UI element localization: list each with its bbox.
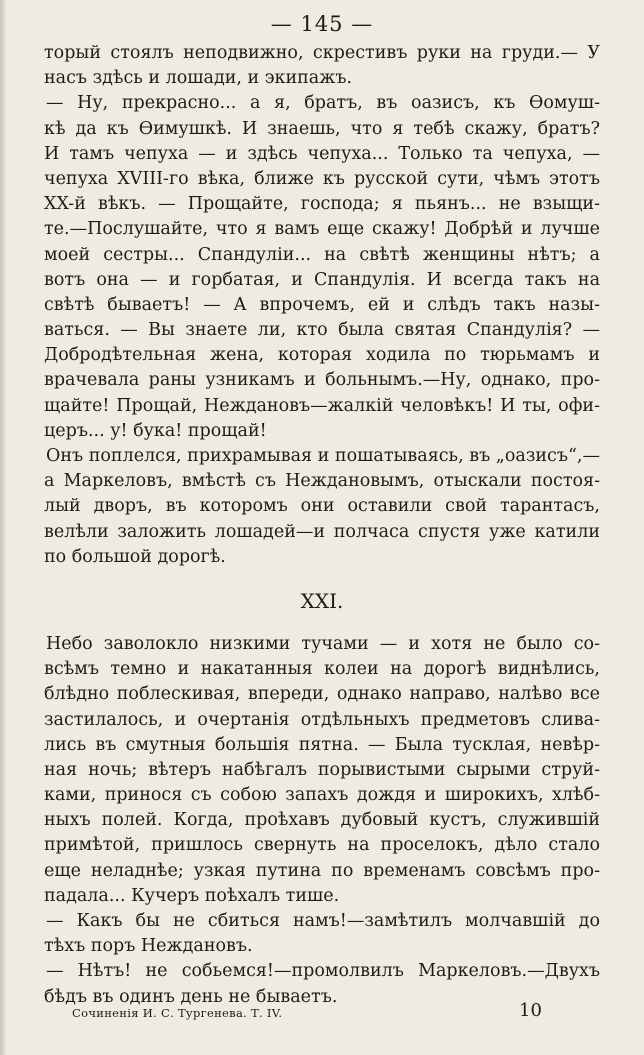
text-line: блѣдно поблескивая, впереди, однако направо, налѣво все (44, 684, 600, 705)
text-line: — Какъ бы не сбиться намъ!—замѣтилъ молчавшiй до (46, 911, 600, 931)
text-line: по большой дорогѣ. (44, 546, 226, 567)
text-line: врачевала раны узникамъ и больнымъ.—Ну, однако, про- (44, 370, 600, 391)
text-line: лись въ смутныя большiя пятна. — Была тусклая, невѣр- (44, 734, 600, 755)
text-line: церъ... у! бука! прощай! (44, 420, 267, 441)
text-line: ками, принося съ собою запахъ дождя и широкихъ, хлѣб- (44, 785, 600, 806)
text-line: И тамъ чепуха — и здѣсь чепуха... Только та чепуха, — (44, 143, 600, 164)
text-line: ная ночь; вѣтеръ набѣгалъ порывистыми сырыми струй- (44, 759, 600, 780)
text-line: торый стоялъ неподвижно, скрестивъ руки на груди.— У (44, 43, 600, 63)
text-line: — Ну, прекрасно... а я, братъ, въ оазисъ, къ Ѳомуш- (46, 93, 600, 114)
text-line: Добродѣтельная жена, которая ходила по тюрьмамъ и (44, 345, 600, 366)
text-line: вотъ она — и горбатая, и Спандулiя. И всегда такъ на (44, 269, 600, 290)
text-line: всѣмъ темно и накатанныя колеи на дорогѣ виднѣлись, (44, 659, 600, 680)
text-line: насъ здѣсь и лошади, и экипажъ. (44, 68, 353, 89)
text-line: падала... Кучеръ поѣхалъ тише. (44, 885, 340, 906)
text-line: застилалось, и очертанiя отдѣльныхъ предметовъ слива- (44, 709, 600, 730)
body-text (44, 41, 600, 1010)
text-line: Онъ поплелся, прихрамывая и пошатываясь, въ „оазисъ“,— (46, 446, 600, 466)
page-spine-shadow (0, 0, 7, 1055)
text-line: чепуха XVIII-го вѣка, ближе къ русской сути, чѣмъ этотъ (44, 168, 600, 189)
text-line: ваться. — Вы знаете ли, кто была святая Спандулiя? — (44, 320, 600, 341)
text-line: те.—Послушайте, что я вамъ еще скажу! Добрѣй и лучше (44, 219, 600, 240)
sheet-number: 10 (519, 1000, 542, 1021)
text-line: еще неладнѣе; узкая путина по временамъ совсѣмъ про- (44, 860, 600, 881)
chapter-heading: XXI. (300, 588, 344, 613)
text-line: XX-й вѣкъ. — Прощайте, господа; я пьянъ... не взыщи- (44, 194, 600, 215)
text-line: бѣдъ въ одинъ день не бываетъ. (44, 986, 338, 1007)
text-line: моей сестры... Спандулiи... на свѣтѣ женщины нѣтъ; а (44, 244, 600, 265)
text-line: кѣ да къ Ѳимушкѣ. И знаешь, что я тебѣ скажу, братъ? (44, 118, 600, 139)
text-line: ныхъ полей. Когда, проѣхавъ дубовый кустъ, служившiй (44, 810, 600, 831)
text-line: — Нѣтъ! не собьемся!—промолвилъ Маркеловъ.—Двухъ (46, 961, 600, 982)
text-line: примѣтой, пришлось свернуть на проселокъ, дѣло стало (44, 835, 600, 856)
footer-signature: Сочиненiя И. С. Тургенева. Т. IV. (72, 1006, 283, 1020)
text-line: Небо заволокло низкими тучами — и хотя не было со- (46, 633, 600, 654)
text-line: свѣтѣ бываетъ! — А впрочемъ, ей и слѣдъ такъ назы- (44, 294, 600, 315)
text-line: а Маркеловъ, вмѣстѣ съ Неждановымъ, отыскали постоя- (44, 471, 600, 492)
text-line: щайте! Прощай, Неждановъ—жалкiй человѣкъ! И ты, офи- (44, 395, 600, 416)
text-line: тѣхъ поръ Неждановъ. (44, 936, 253, 957)
text-line: лый дворъ, въ которомъ они оставили свой тарантасъ, (44, 496, 600, 517)
text-line: велѣли заложить лошадей—и полчаса спустя уже катили (44, 521, 600, 542)
page-number: — 145 — (270, 12, 374, 36)
